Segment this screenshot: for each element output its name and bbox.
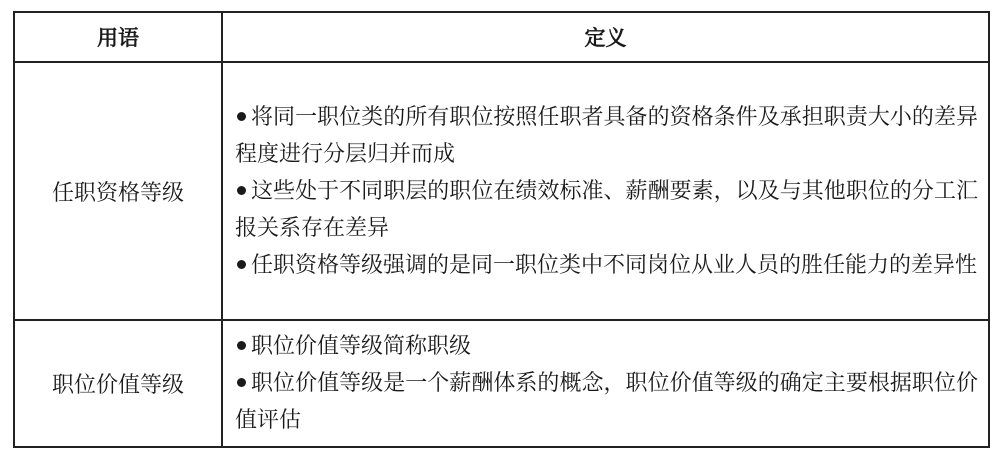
definition-item [235, 365, 978, 439]
bullet-dot-icon [237, 112, 246, 121]
definition-item [235, 328, 978, 365]
definition-item [235, 99, 978, 173]
definition-text: 将同一职位类的所有职位按照任职者具备的资格条件及承担职责大小的差异程度进行分层归并而成 [235, 104, 978, 167]
table-header-row [14, 12, 989, 62]
bullet-dot-icon [237, 378, 246, 387]
definition-item [235, 247, 978, 284]
definition-cell [222, 320, 989, 447]
definition-text: 这些处于不同职层的职位在绩效标准、薪酬要素，以及与其他职位的分工汇报关系存在差异 [235, 178, 978, 241]
definition-cell [222, 62, 989, 320]
definition-text: 职位价值等级是一个薪酬体系的概念，职位价值等级的确定主要根据职位价值评估 [235, 371, 978, 433]
term-cell: 任职资格等级 [14, 62, 222, 320]
table-row [14, 320, 989, 447]
definition-text: 职位价值等级简称职级 [251, 334, 472, 359]
bullet-dot-icon [237, 186, 246, 195]
terms-table [13, 11, 990, 448]
definition-text: 任职资格等级强调的是同一职位类中不同岗位从业人员的胜任能力的差异性 [251, 252, 978, 278]
definition-item [235, 173, 978, 247]
term-column-header: 用语 [14, 12, 222, 62]
definition-column-header: 定义 [222, 12, 989, 62]
term-cell: 职位价值等级 [14, 320, 222, 447]
bullet-dot-icon [237, 260, 246, 269]
table-row [14, 62, 989, 320]
bullet-dot-icon [237, 341, 246, 350]
